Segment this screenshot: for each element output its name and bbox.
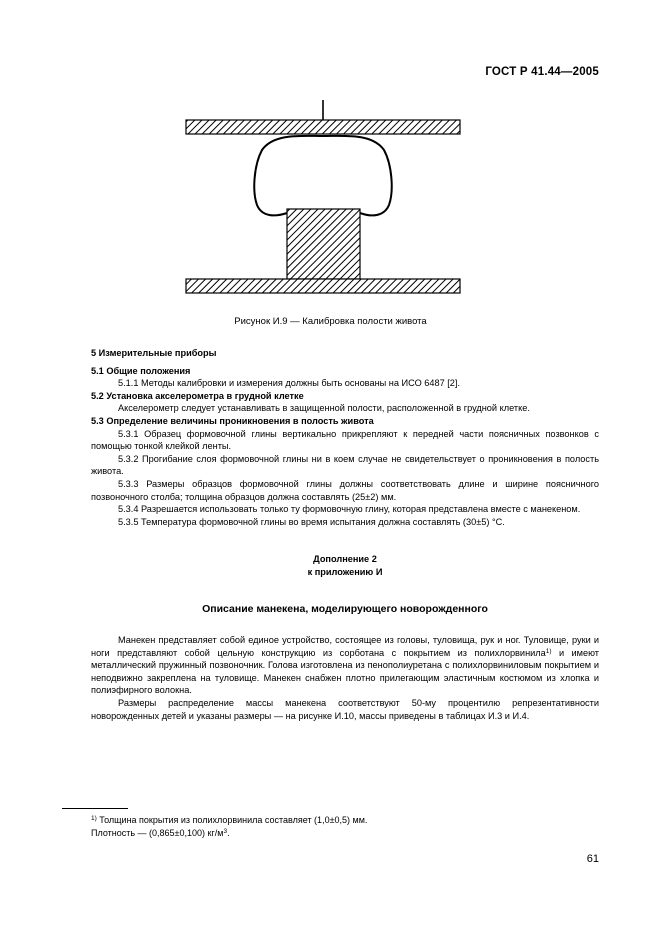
- top-plate: [186, 120, 460, 134]
- figure-caption: Рисунок И.9 — Калибровка полости живота: [234, 316, 427, 327]
- abdomen-contour: [254, 136, 391, 216]
- subsection-heading: 5.1 Общие положения: [91, 365, 191, 376]
- abdomen-calibration-figure: [0, 95, 661, 310]
- section-5-block: [91, 347, 599, 528]
- footnote-mark: 1): [91, 815, 97, 822]
- supplement-annex: к приложению И: [307, 566, 383, 577]
- footnote: $^{1)}$ Толщина покрытия из полихлорвинила составляет (1,0±0,5) мм. Плотность — (0,865±0,100) $кг/м^3$.: [91, 815, 368, 838]
- paragraph: 5.3.3 Размеры образцов формовочной глины должны соответствовать длине и ширине поясничного позвоночного столба; толщина образцов должна составлять (25±2) мм.: [91, 478, 599, 502]
- supplement-heading: [91, 553, 599, 578]
- paragraph: Размеры распределение массы манекена соответствуют 50-му процентилю репрезентативности новорожденных детей и указаны размеры — на рисунке И.10, массы приведены в таблицах И.3 и И.4.: [91, 697, 599, 721]
- paragraph: 5.3.1 Образец формовочной глины вертикально прикрепляют к передней части поясничных позвонков с помощью тонкой клейкой ленты.: [91, 428, 599, 452]
- paragraph: Манекен представляет собой единое устройство, состоящее из головы, туловища, рук и ног. Туловище, руки и ноги представляют собой цельную конструкцию из сорботана с покрытием из полихлорвинила$^{1)}$ и имеют металлический пружинный позвоночник. Голова изготовлена из пенополиуретана с полихлорвиниловым покрытием и неподвижно закреплена на туловище. Манекен снабжен плотно прилегающим эластичным костюмом из хлопка и полиэфирного волокна.: [91, 635, 599, 696]
- supplement-number: Дополнение 2: [313, 554, 377, 564]
- paragraph: 5.3.5 Температура формовочной глины во время испытания должна составлять (30±5) °С.: [118, 516, 505, 527]
- supplement-title: Описание манекена, моделирующего новорожденного: [202, 603, 488, 615]
- paragraph: 5.3.2 Прогибание слоя формовочной глины ни в коем случае не свидетельствует о проникновения в полость живота.: [91, 453, 599, 477]
- calibration-block: [287, 209, 360, 279]
- footnote-separator: [62, 808, 128, 809]
- supplement-body: [91, 634, 599, 722]
- subsection-heading: 5.2 Установка акселерометра в грудной клетке: [91, 390, 304, 401]
- footnote-ref: 1): [545, 647, 552, 655]
- document-code: ГОСТ Р 41.44—2005: [485, 66, 599, 78]
- paragraph: 5.1.1 Методы калибровки и измерения должны быть основаны на ИСО 6487 [2].: [118, 378, 461, 389]
- section-heading: 5 Измерительные приборы: [91, 348, 217, 358]
- paragraph: Акселерометр следует устанавливать в защищенной полости, расположенной в грудной клетке.: [118, 403, 530, 414]
- paragraph: 5.3.4 Разрешается использовать только ту формовочную глину, которая представлена вместе с манекеном.: [118, 504, 581, 515]
- subsection-heading: 5.3 Определение величины проникновения в полость живота: [91, 415, 374, 426]
- bottom-plate: [186, 279, 460, 293]
- page-number: 61: [586, 853, 599, 865]
